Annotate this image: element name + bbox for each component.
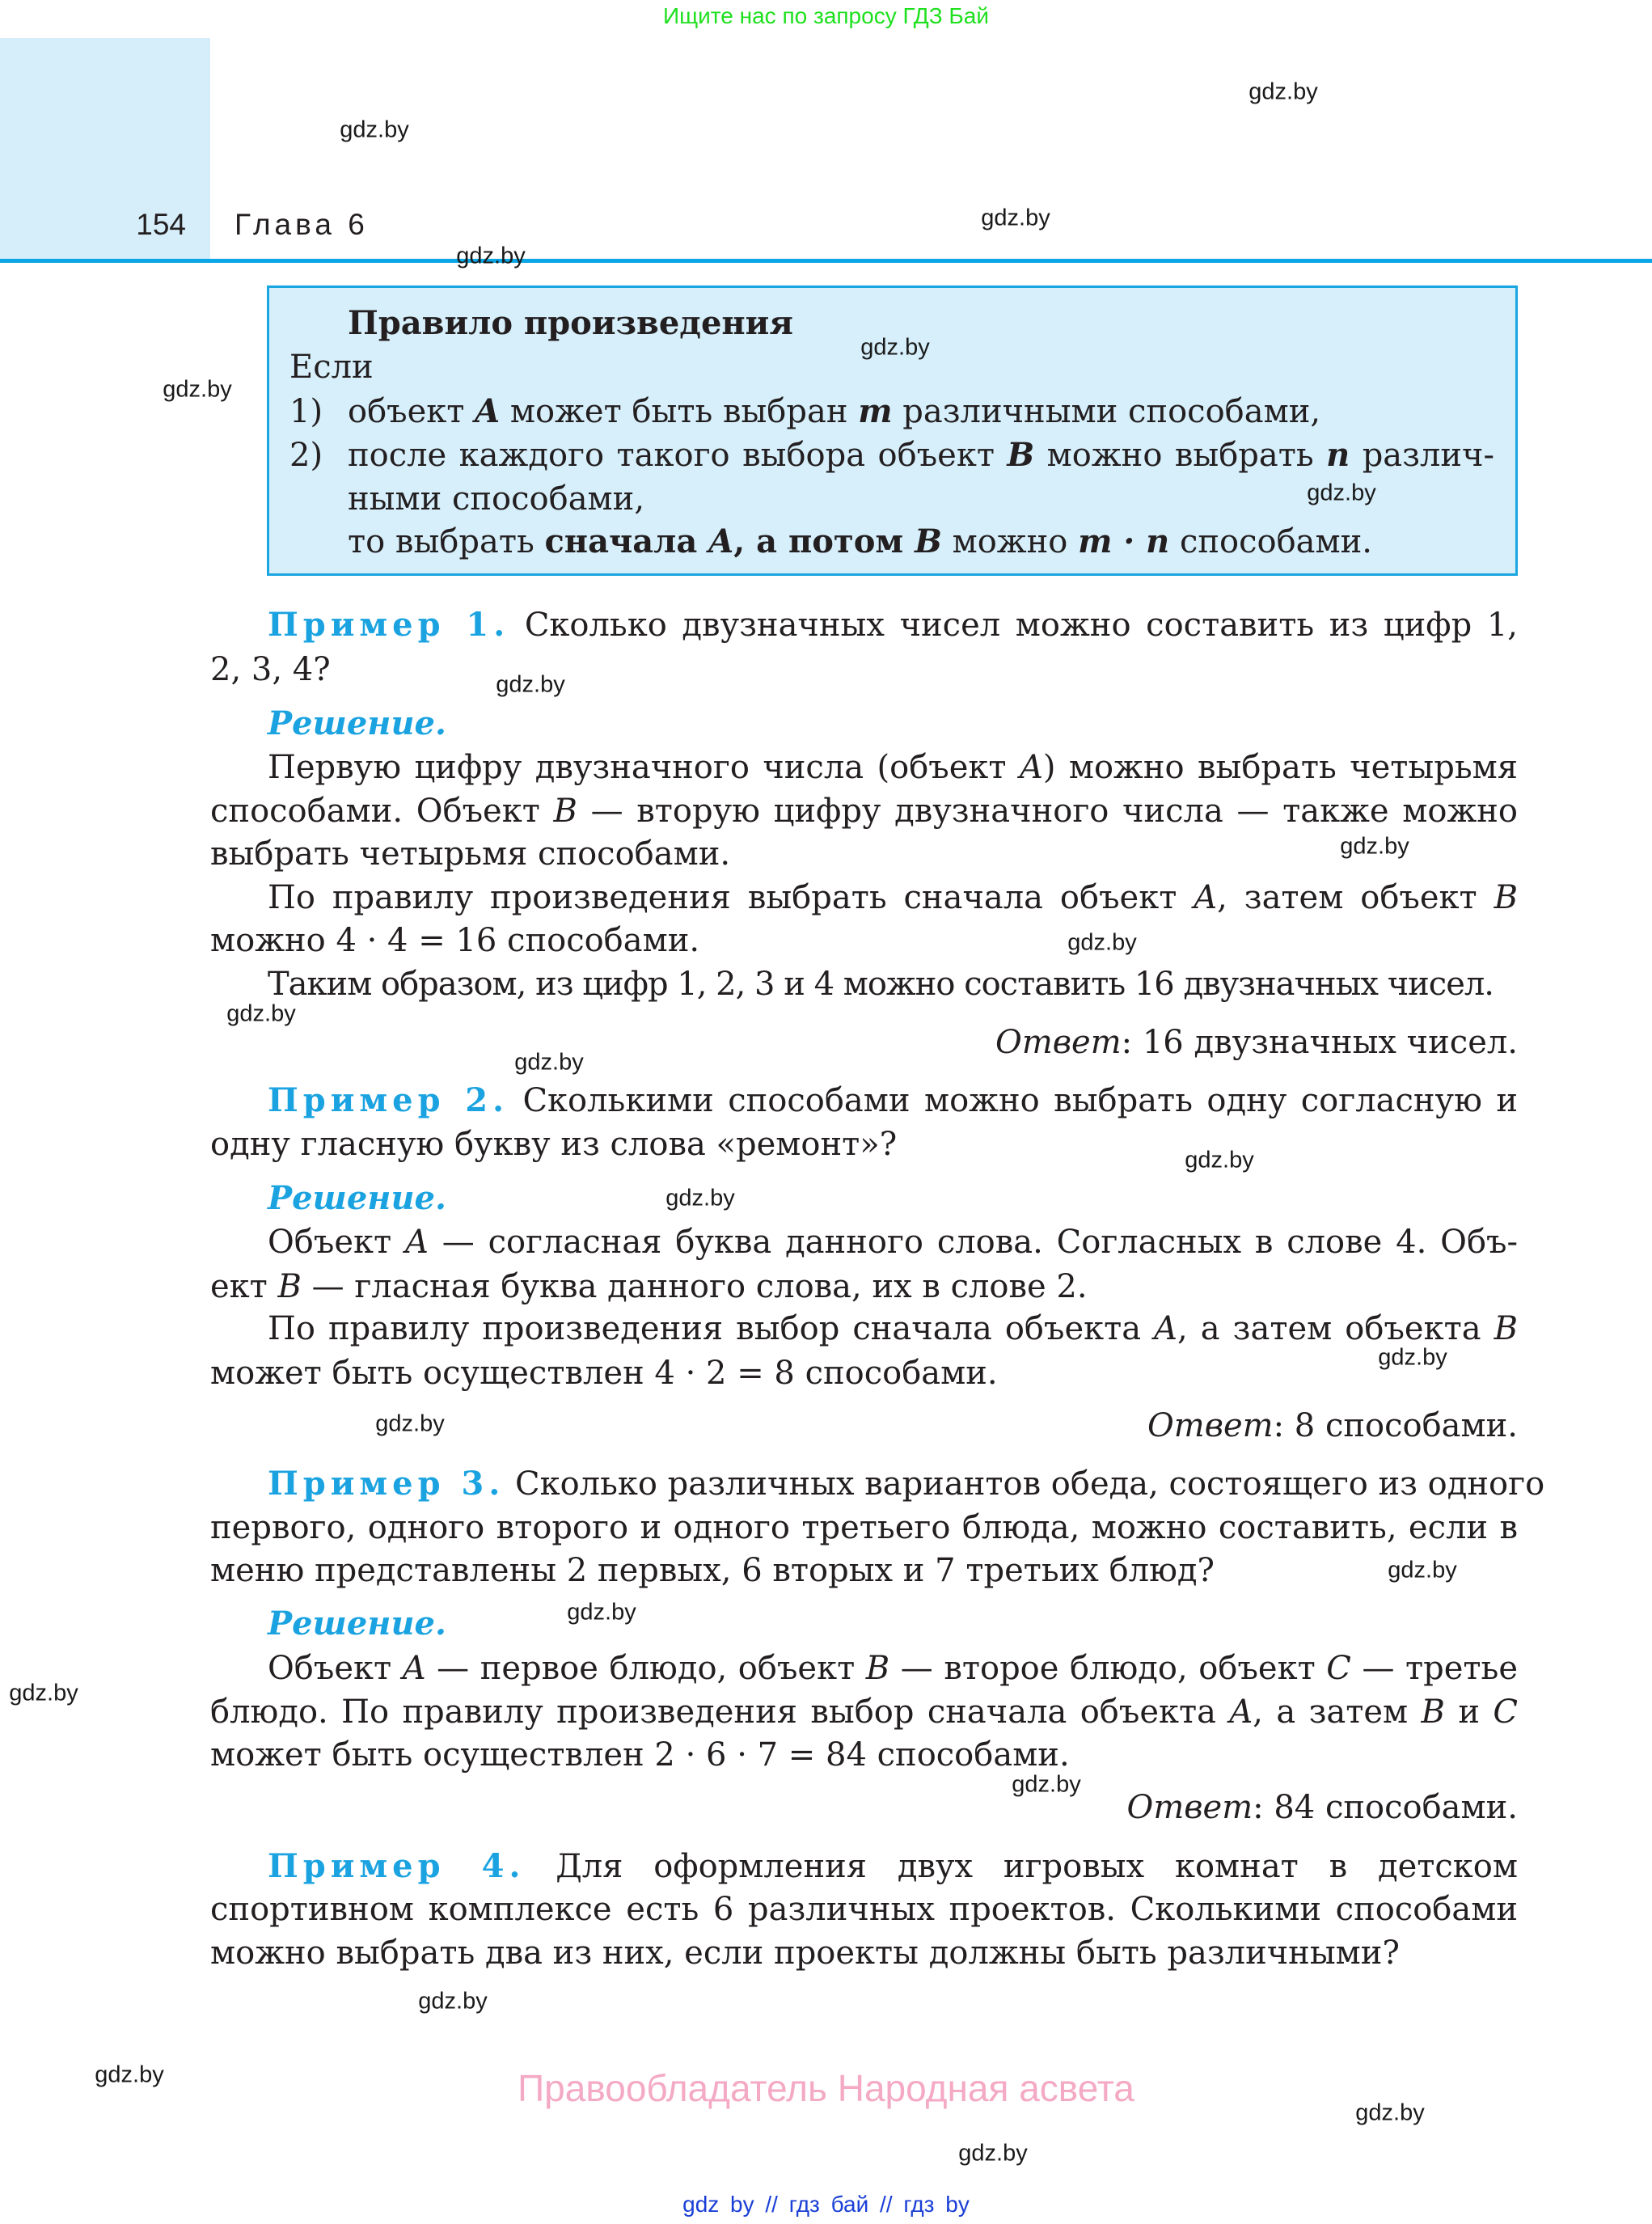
rule-item-1: объект A может быть выбран m различными способами, bbox=[348, 392, 1321, 430]
watermark-text: gdz.by bbox=[1340, 833, 1409, 860]
example-1-solution-line: По правилу произведения выбрать сначала объект A, затем объект B bbox=[268, 879, 1518, 916]
rule-conclusion: то выбрать сначала A, а потом B можно m · n способами. bbox=[348, 522, 1373, 560]
example-3-question-line-2: первого, одного второго и одного третьего блюда, можно составить, если в bbox=[210, 1509, 1518, 1546]
example-3-solution-line: блюдо. По правилу произведения выбор сначала объекта A, а затем B и C bbox=[210, 1693, 1518, 1731]
watermark-text: gdz.by bbox=[1185, 1147, 1254, 1173]
example-3-question-line-3: меню представлены 2 первых, 6 вторых и 7 третьих блюд? bbox=[210, 1552, 1215, 1589]
example-2-answer: Ответ: 8 способами. bbox=[1147, 1407, 1518, 1444]
watermark-text: gdz.by bbox=[226, 1000, 296, 1027]
watermark-text: gdz.by bbox=[567, 1599, 636, 1626]
example-2-solution-line: По правилу произведения выбор сначала объекта A, а затем объекта B bbox=[268, 1310, 1519, 1347]
watermark-text: gdz.by bbox=[375, 1410, 445, 1437]
footer-site-links[interactable]: gdz by // гдз бай // гдз by bbox=[682, 2192, 970, 2217]
watermark-text: gdz.by bbox=[9, 1680, 78, 1706]
example-2-solution-line: Объект A — согласная буква данного слова. Согласных в слове 4. Объ- bbox=[268, 1224, 1519, 1261]
rule-item-1-number: 1) bbox=[289, 393, 323, 430]
watermark-text: gdz.by bbox=[1012, 1771, 1081, 1798]
watermark-text: gdz.by bbox=[860, 334, 930, 361]
watermark-text: gdz.by bbox=[1378, 1344, 1447, 1371]
rule-item-2-line-2: ными способами, bbox=[348, 480, 645, 518]
example-1-question-line-2: 2, 3, 4? bbox=[210, 651, 331, 688]
watermark-text: gdz.by bbox=[1067, 929, 1137, 956]
example-4-question-line-2: спортивном комплексе есть 6 различных проектов. Сколькими способами bbox=[210, 1891, 1518, 1928]
example-3-answer: Ответ: 84 способами. bbox=[1126, 1789, 1518, 1826]
watermark-text: gdz.by bbox=[340, 116, 409, 143]
example-2-question-line-2: одну гласную букву из слова «ремонт»? bbox=[210, 1126, 898, 1163]
watermark-text: gdz.by bbox=[1249, 78, 1318, 105]
example-3-solution-label: Решение. bbox=[268, 1605, 446, 1643]
watermark-text: gdz.by bbox=[496, 671, 565, 698]
example-1-question-line-1: Пример 1. Сколько двузначных чисел можно составить из цифр 1, bbox=[268, 606, 1518, 644]
example-4-question-line-1: Пример 4. Для оформления двух игровых комнат в детском bbox=[268, 1847, 1518, 1885]
watermark-text: gdz.by bbox=[1355, 2099, 1425, 2126]
watermark-text: gdz.by bbox=[418, 1988, 488, 2015]
example-1-solution-line: Первую цифру двузначного числа (объект A) можно выбрать четырьмя bbox=[268, 749, 1519, 786]
watermark-text: gdz.by bbox=[95, 2061, 164, 2088]
example-1-solution-line: Таким образом, из цифр 1, 2, 3 и 4 можно составить 16 двузначных чисел. bbox=[268, 966, 1494, 1003]
example-3-question-line-1: Пример 3. Сколько различных вариантов обеда, состоящего из одного bbox=[268, 1465, 1545, 1503]
watermark-text: gdz.by bbox=[1307, 480, 1376, 506]
watermark-text: gdz.by bbox=[514, 1049, 584, 1076]
example-4-question-line-3: можно выбрать два из них, если проекты должны быть различными? bbox=[210, 1934, 1400, 1972]
example-2-solution-line: может быть осуществлен 4 · 2 = 8 способами. bbox=[210, 1355, 998, 1392]
example-1-label: Пример 1. bbox=[268, 606, 510, 644]
rule-item-2-line-1: после каждого такого выбора объект B можно выбрать n различ- bbox=[348, 436, 1494, 474]
example-2-solution-line: ект B — гласная буква данного слова, их в слове 2. bbox=[210, 1268, 1088, 1305]
chapter-title: Глава 6 bbox=[234, 208, 369, 241]
example-2-question-line-1: Пример 2. Сколькими способами можно выбрать одну согласную и bbox=[268, 1081, 1518, 1119]
rule-item-2-number: 2) bbox=[289, 437, 323, 474]
example-1-solution-line: способами. Объект B — вторую цифру двузначного числа — также можно bbox=[210, 793, 1518, 830]
rule-intro: Если bbox=[289, 349, 374, 386]
watermark-text: gdz.by bbox=[665, 1185, 735, 1211]
example-1-solution-label: Решение. bbox=[268, 704, 446, 742]
example-2-solution-label: Решение. bbox=[268, 1179, 446, 1217]
watermark-text: gdz.by bbox=[1388, 1557, 1457, 1583]
example-3-solution-line: Объект A — первое блюдо, объект B — второе блюдо, объект C — третье bbox=[268, 1650, 1519, 1687]
watermark-text: gdz.by bbox=[456, 243, 526, 269]
example-3-solution-line: может быть осуществлен 2 · 6 · 7 = 84 способами. bbox=[210, 1736, 1070, 1774]
watermark-text: gdz.by bbox=[958, 2140, 1028, 2167]
example-1-solution-line: выбрать четырьмя способами. bbox=[210, 835, 731, 873]
rule-title: Правило произведения bbox=[348, 304, 793, 342]
search-banner: Ищите нас по запросу ГДЗ Бай bbox=[662, 3, 990, 28]
example-1-solution-line: можно 4 · 4 = 16 способами. bbox=[210, 922, 700, 959]
example-2-label: Пример 2. bbox=[268, 1081, 509, 1119]
copyright-notice: Правообладатель Народная асвета bbox=[518, 2067, 1134, 2109]
page-number: 154 bbox=[136, 208, 186, 241]
example-3-label: Пример 3. bbox=[268, 1465, 505, 1503]
watermark-text: gdz.by bbox=[981, 205, 1050, 231]
watermark-text: gdz.by bbox=[163, 376, 232, 403]
example-1-answer: Ответ: 16 двузначных чисел. bbox=[995, 1024, 1518, 1061]
example-4-label: Пример 4. bbox=[268, 1847, 526, 1885]
header-divider bbox=[0, 259, 1652, 263]
